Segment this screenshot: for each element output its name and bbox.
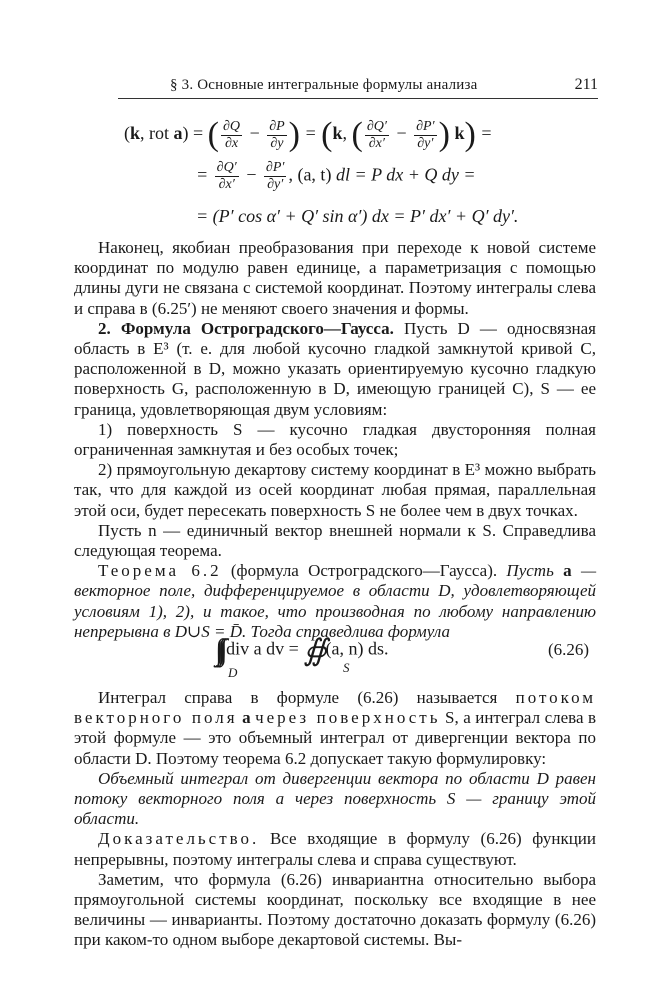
section-title: § 3. Основные интегральные формулы анализа [170,77,478,93]
body-text-lower [74,688,596,951]
paragraph: Объемный интеграл от дивергенции вектора по области D равен потоку векторного поля a через поверхность S — границу этой области. [74,768,596,829]
running-header [118,76,598,99]
formula-lhs: div a dv = [226,638,299,659]
paragraph: 2) прямоугольную декартову систему координат в E³ можно выбрать так, что для каждой из осей координат любая прямая, параллельная этой оси, будет пересекать поверхность S не более чем в двух точках. [74,460,596,520]
paragraph: Заметим, что формула (6.26) инвариантна относительно выбора прямоугольной системы координат, поскольку все входящие в нее величины — инварианты. Поэтому достаточно доказать формулу (6.26) при каком-то одном выборе декартовой системы. Вы- [74,869,596,950]
paragraph: 2. Формула Остроградского—Гаусса. Пусть D — односвязная область в E³ (т. е. для любой кусочно гладкой замкнутой кривой C, расположенной в D, можно указать ориентируемую кусочно гладкую поверхность G, расположенную в D, имеющую границей C), S — ее граница, удовлетворяющая двум условиям: [74,318,597,419]
domain-subscript: D [228,665,238,680]
surface-subscript: S [343,660,350,675]
equation-line-3: = (P′ cos α′ + Q′ sin α′) dx = P′ dx′ + Q′ dy′. [196,206,519,226]
paragraph: Доказательство. Все входящие в формулу (6.26) функции непрерывны, поэтому интегралы слева и справа существуют. [74,829,597,869]
gauss-formula: ∫∫∫ div a dv = ∯ (a, n) ds. [215,633,389,667]
paragraph: Пусть n — единичный вектор внешней нормали к S. Справедлива следующая теорема. [74,520,596,561]
paragraph: Наконец, якобиан преобразования при переходе к новой системе координат по модулю равен единице, а параметризация с помощью длины дуги не связана с системой координат. Поэтому интегралы слева и справа в (6.25′) не меняют своего значения и формы. [74,238,596,318]
page-number: 211 [574,76,598,93]
equation-number: (6.26) [548,640,590,659]
equation-line-1: (k, rot a) = ( $\frac{\partial Q}{\partial x}$ − $\frac{\partial P}{\partial y}$ ) = (k, ( $\frac{\partial Q'}{\partial x'}$ − $\frac{\partial P'}{\partial y'}$ ) k) = [124,116,493,153]
theorem: Теорема 6.2 (формула Остроградского—Гаусса). Пусть a — векторное поле, дифференцируемое в области D, удовлетворяющей условиям 1), 2), и такое, что производная по любому направлению непрерывна в D∪S = D̄. Тогда справедлива формула [74,561,597,641]
paragraph: 1) поверхность S — кусочно гладкая двусторонняя полная ограниченная замкнутая и без особых точек; [74,419,596,460]
equation-line-2: = $\frac{\partial Q'}{\partial x'}$ − $\frac{\partial P'}{\partial y'}$ , (a, t) dl = P dx + Q dy = [196,160,476,192]
body-text-upper [74,238,596,642]
formula-rhs: (a, n) ds. [325,638,389,659]
paragraph: Интеграл справа в формуле (6.26) называется потоком векторного поля a через поверхность S, а интеграл слева в этой формуле — это объемный интеграл от дивергенции вектора по области D. Поэтому теорема 6.2 допускает такую формулировку: [74,688,597,768]
